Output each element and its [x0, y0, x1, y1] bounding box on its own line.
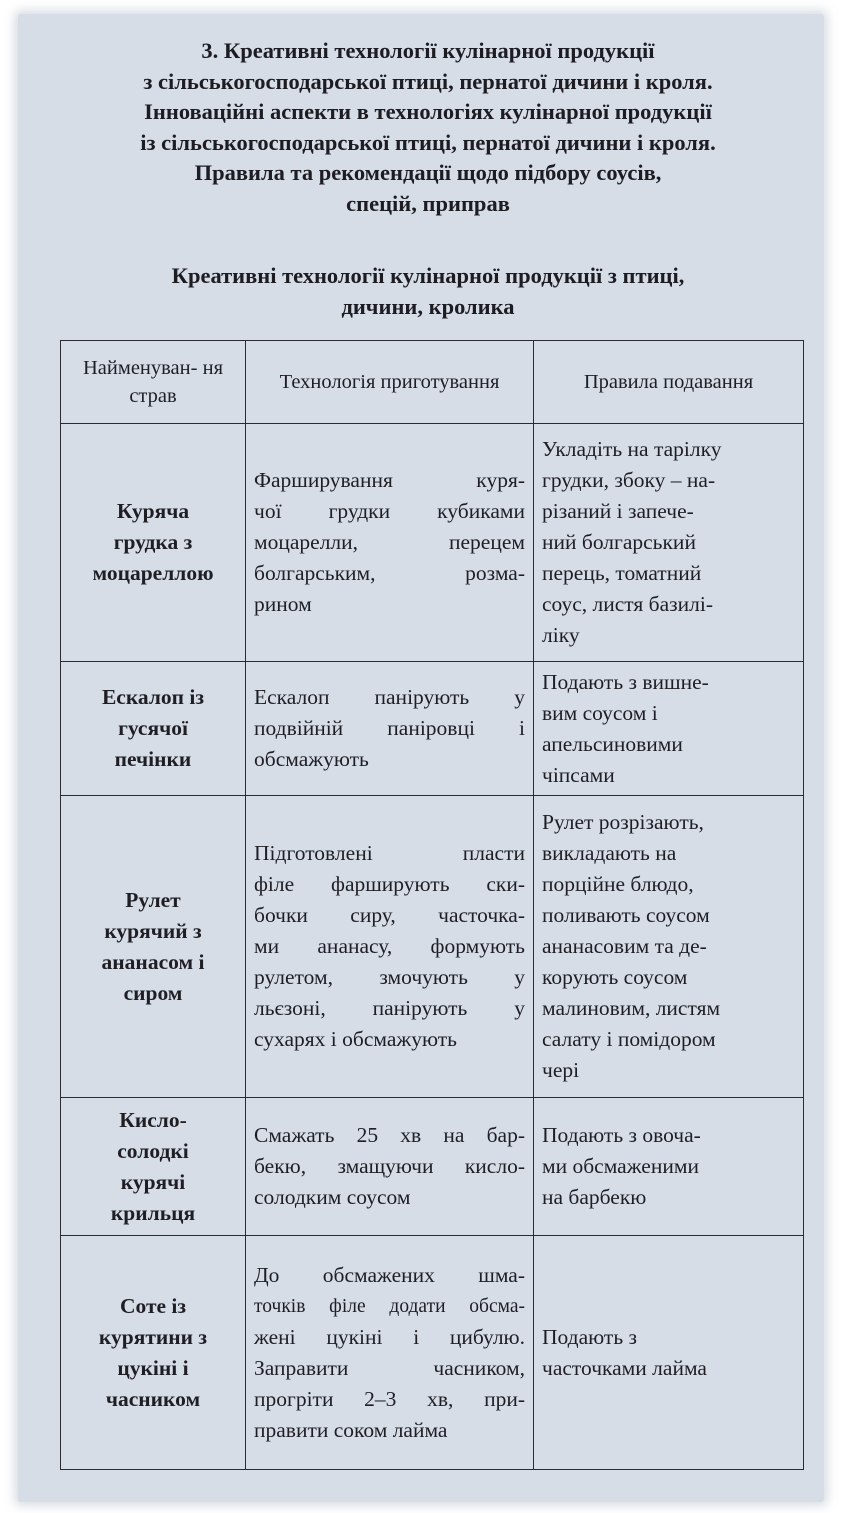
- table-row: [61, 796, 804, 1098]
- column-header-technology: [246, 341, 534, 424]
- cell-line: бочки сиру, часточка-: [254, 903, 525, 927]
- table-row: [61, 424, 804, 662]
- cell-line: Ескалоп із: [101, 685, 205, 709]
- heading-line: спецій, приправ: [346, 190, 510, 216]
- header-line: Найменуван-: [82, 357, 198, 379]
- header-line: ня страв: [129, 357, 223, 407]
- serving-cell: [534, 1098, 804, 1236]
- cell-line: точків філе додати обсма-: [254, 1295, 525, 1317]
- cell-line: солодким соусом: [254, 1185, 411, 1209]
- cell-line: викладають на: [542, 841, 677, 865]
- cell-line: печінки: [114, 747, 192, 771]
- header-line: подавання: [663, 371, 754, 393]
- technology-cell: [246, 1236, 534, 1470]
- cell-line: поливають соусом: [542, 903, 710, 927]
- heading-line: Інноваційні аспекти в технологіях кулінарної продукції: [144, 99, 712, 124]
- cell-line: курятини з: [98, 1324, 208, 1349]
- cell-line: сиром: [123, 980, 183, 1005]
- cell-line: апельсиновими: [542, 731, 683, 756]
- cell-line: Укладіть на тарілку: [542, 437, 722, 461]
- cell-line: грудки, збоку – на-: [542, 468, 716, 492]
- section-heading: [58, 36, 798, 219]
- cell-line: грудка з: [113, 530, 193, 554]
- column-header-serving: [534, 341, 804, 424]
- heading-line: з сільськогосподарської птиці, пернатої дичини і кроля.: [143, 68, 713, 94]
- cell-line: рулетом, змочують у: [254, 965, 525, 989]
- cell-line: Куряча: [116, 499, 190, 523]
- cell-line: Підготовлені пласти: [254, 841, 525, 865]
- cell-line: моцарелли, перецем: [254, 530, 525, 554]
- table-row: [61, 1098, 804, 1236]
- table-title: [58, 260, 798, 322]
- cell-line: льєзоні, панірують у: [254, 996, 525, 1020]
- table-header-row: [61, 341, 804, 424]
- column-header-dish-name: [61, 341, 246, 424]
- cell-line: Подають з вишне-: [542, 669, 709, 694]
- heading-line: Правила та рекомендації щодо підбору соусів,: [194, 160, 662, 185]
- dish-name-cell: [61, 1236, 246, 1470]
- cell-line: солодкі: [117, 1138, 189, 1163]
- table-title-line: Креативні технології кулінарної продукції з птиці,: [171, 263, 685, 288]
- cell-line: рином: [254, 592, 312, 616]
- book-page: [18, 14, 824, 1502]
- cell-line: вим соусом і: [542, 700, 658, 725]
- cell-line: подвійній паніровці і: [254, 716, 525, 740]
- cell-line: Соте із: [119, 1293, 187, 1318]
- cell-line: соус, листя базилі-: [542, 592, 714, 616]
- cell-line: сухарях і обсмажують: [254, 1027, 457, 1051]
- cell-line: ліку: [542, 623, 580, 647]
- dish-name-cell: [61, 424, 246, 662]
- cell-line: ананасом і: [101, 949, 205, 974]
- cell-line: Заправити часником,: [254, 1355, 525, 1380]
- cell-line: ний болгарський: [542, 530, 696, 554]
- cell-line: Рулет: [125, 887, 181, 912]
- serving-cell: [534, 796, 804, 1098]
- cell-line: Кисло-: [119, 1107, 187, 1132]
- cell-line: часником: [105, 1386, 201, 1411]
- cell-line: чері: [542, 1058, 580, 1082]
- cell-line: крильця: [110, 1200, 196, 1225]
- cell-line: на барбекю: [542, 1185, 647, 1209]
- dish-name-cell: [61, 1098, 246, 1236]
- cell-line: гусячої: [118, 716, 188, 740]
- header-line: Правила: [583, 371, 658, 393]
- serving-cell: [534, 1236, 804, 1470]
- cell-line: Смажать 25 хв на бар-: [254, 1123, 525, 1147]
- cell-line: часточками лайма: [542, 1355, 707, 1380]
- serving-cell: [534, 424, 804, 662]
- technology-cell: [246, 1098, 534, 1236]
- cell-line: салату і помідором: [542, 1027, 716, 1051]
- cell-line: обсмажують: [254, 747, 369, 771]
- cell-line: курячий з: [104, 918, 202, 943]
- cell-line: болгарським, розма-: [254, 561, 525, 585]
- cell-line: малиновим, листям: [542, 996, 721, 1020]
- table-title-line: дичини, кролика: [341, 294, 515, 319]
- cell-line: чіпсами: [542, 762, 615, 787]
- cell-line: різаний і запече-: [542, 499, 694, 523]
- technology-cell: [246, 796, 534, 1098]
- dishes-table: [60, 340, 804, 1470]
- dish-name-cell: [61, 796, 246, 1098]
- cell-line: корують соусом: [542, 965, 688, 989]
- cell-line: цукіні і: [117, 1355, 189, 1380]
- cell-line: Фарширування куря-: [254, 468, 525, 492]
- cell-line: ананасовим та де-: [542, 934, 707, 958]
- cell-line: філе фарширують ски-: [254, 872, 525, 896]
- cell-line: курячі: [120, 1169, 186, 1194]
- cell-line: Подають з овоча-: [542, 1123, 701, 1147]
- cell-line: Ескалоп панірують у: [254, 685, 525, 709]
- technology-cell: [246, 662, 534, 796]
- cell-line: порційне блюдо,: [542, 872, 694, 896]
- heading-line: 3. Креативні технології кулінарної продукції: [201, 38, 655, 63]
- header-line: приготування: [380, 371, 500, 393]
- technology-cell: [246, 424, 534, 662]
- heading-line: із сільськогосподарської птиці, пернатої дичини і кроля.: [140, 129, 716, 155]
- cell-line: перець, томатний: [542, 561, 702, 585]
- cell-line: ми обсмаженими: [542, 1154, 699, 1178]
- dish-name-cell: [61, 662, 246, 796]
- cell-line: бекю, змащуючи кисло-: [254, 1154, 525, 1178]
- cell-line: моцареллою: [92, 561, 214, 585]
- cell-line: чої грудки кубиками: [254, 499, 525, 523]
- cell-line: Подають з: [542, 1324, 637, 1349]
- cell-line: жені цукіні і цибулю.: [254, 1324, 525, 1349]
- cell-line: ми ананасу, формують: [254, 934, 525, 958]
- table-row: [61, 1236, 804, 1470]
- cell-line: правити соком лайма: [254, 1417, 448, 1442]
- serving-cell: [534, 662, 804, 796]
- cell-line: До обсмажених шма-: [254, 1262, 525, 1287]
- cell-line: прогріти 2–3 хв, при-: [254, 1386, 525, 1411]
- header-line: Технологія: [279, 371, 376, 393]
- table-row: [61, 662, 804, 796]
- cell-line: Рулет розрізають,: [542, 810, 704, 834]
